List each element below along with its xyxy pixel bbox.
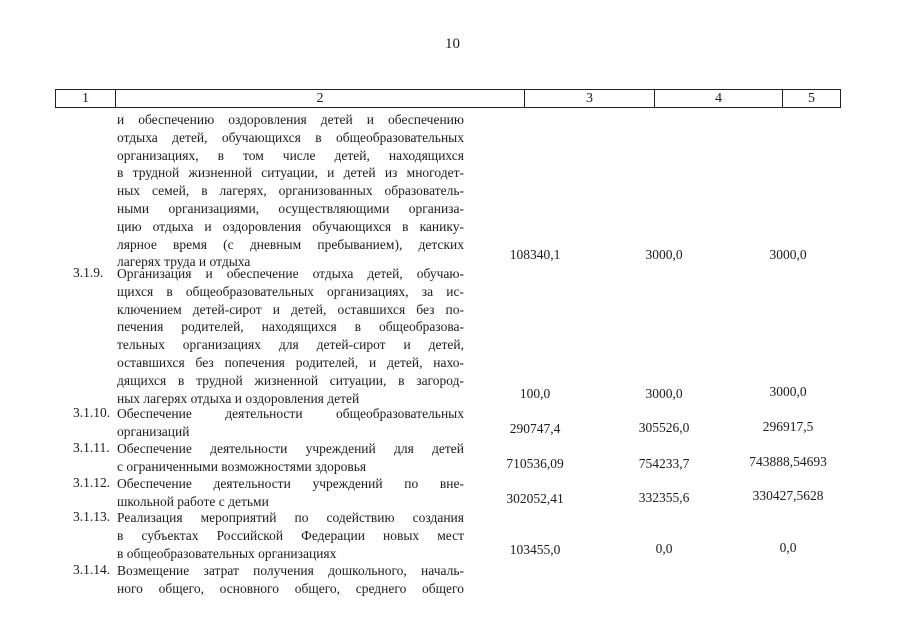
row-value-col3: 108340,1 bbox=[509, 247, 561, 262]
text-line: лярное время (с дневным пребыванием), детских bbox=[117, 236, 464, 252]
row-text bbox=[117, 440, 464, 476]
row-value-col3: 103455,0 bbox=[509, 542, 561, 557]
row-value-col5: 3000,0 bbox=[769, 384, 807, 399]
row-value-col4: 305526,0 bbox=[638, 420, 690, 435]
row-number: 3.1.11. bbox=[73, 440, 110, 455]
text-line: Организация и обеспечение отдыха детей, обучаю- bbox=[117, 266, 464, 281]
text-line: Реализация мероприятий по содействию создания bbox=[117, 510, 464, 525]
text-line: ключением детей-сирот и детей, оставшихся без по- bbox=[117, 301, 464, 317]
text-line: в общеобразовательных организациях bbox=[117, 545, 337, 561]
text-line: печения родителей, находящихся в общеобразова- bbox=[117, 319, 464, 335]
text-line: Возмещение затрат получения дошкольного, началь- bbox=[117, 563, 464, 578]
row-value-col5: 330427,5628 bbox=[752, 488, 824, 503]
text-line: Обеспечение деятельности учреждений по вне- bbox=[117, 476, 464, 491]
row-value-col4: 0,0 bbox=[655, 541, 673, 556]
text-line: в трудной жизненной ситуации, и детей из многодет- bbox=[117, 165, 464, 181]
header-col-5: 5 bbox=[808, 91, 815, 106]
page-number: 10 bbox=[445, 36, 460, 52]
row-text bbox=[117, 509, 464, 562]
text-line: ными организациями, осуществляющими организа- bbox=[117, 200, 464, 216]
row-value-col4: 332355,6 bbox=[638, 490, 690, 505]
row-text bbox=[117, 265, 464, 407]
row-number: 3.1.9. bbox=[73, 265, 104, 280]
row-number: 3.1.13. bbox=[73, 509, 111, 524]
row-text bbox=[117, 475, 464, 511]
text-line: и обеспечению оздоровления детей и обеспечению bbox=[117, 112, 464, 127]
text-line: тельных организациях для детей-сирот и детей, bbox=[117, 337, 464, 353]
row-number: 3.1.14. bbox=[73, 562, 111, 577]
row-text bbox=[117, 111, 464, 271]
text-line: дящихся в трудной жизненной ситуации, в загород- bbox=[117, 372, 464, 388]
text-line: щихся в общеобразовательных организациях, за ис- bbox=[117, 283, 464, 299]
text-line: Обеспечение деятельности общеобразовательных bbox=[117, 406, 464, 421]
header-col-4: 4 bbox=[655, 90, 783, 107]
row-value-col3: 100,0 bbox=[519, 386, 551, 401]
text-line: школьной работе с детьми bbox=[117, 493, 269, 509]
row-value-col5: 0,0 bbox=[779, 540, 797, 555]
row-value-col3: 710536,09 bbox=[506, 456, 564, 471]
row-value-col5: 3000,0 bbox=[769, 247, 807, 262]
text-line: организациях, в том числе детей, находящихся bbox=[117, 147, 464, 163]
row-number: 3.1.12. bbox=[73, 475, 111, 490]
text-line: ных семей, в лагерях, организованных образователь- bbox=[117, 183, 464, 199]
row-value-col3: 290747,4 bbox=[509, 421, 561, 436]
header-col-2: 2 bbox=[116, 90, 525, 107]
row-value-col5: 296917,5 bbox=[762, 419, 814, 434]
text-line: цию отдыха и оздоровления обучающихся в канику- bbox=[117, 218, 464, 234]
text-line: Обеспечение деятельности учреждений для детей bbox=[117, 441, 464, 456]
row-value-col4: 3000,0 bbox=[645, 386, 683, 401]
row-value-col3: 302052,41 bbox=[506, 491, 564, 506]
text-line: отдыха детей, обучающихся в общеобразовательных bbox=[117, 129, 464, 145]
table-header bbox=[55, 89, 841, 108]
text-line: оставшихся без попечения родителей, и детей, нахо- bbox=[117, 354, 464, 370]
header-col-3: 3 bbox=[525, 90, 655, 107]
text-line: в субъектах Российской Федерации новых мест bbox=[117, 527, 464, 543]
text-line: ного общего, основного общего, среднего общего bbox=[117, 580, 464, 596]
row-value-col5: 743888,54693 bbox=[749, 454, 827, 469]
text-line: организаций bbox=[117, 423, 190, 439]
header-col-1: 1 bbox=[56, 90, 116, 107]
row-text bbox=[117, 405, 464, 441]
row-value-col4: 3000,0 bbox=[645, 247, 683, 262]
text-line: ных лагерях отдыха и оздоровления детей bbox=[117, 390, 360, 406]
row-number: 3.1.10. bbox=[73, 405, 111, 420]
text-line: лагерях труда и отдыха bbox=[117, 254, 251, 270]
text-line: с ограниченными возможностями здоровья bbox=[117, 458, 367, 474]
row-value-col4: 754233,7 bbox=[638, 456, 690, 471]
row-text bbox=[117, 562, 464, 598]
